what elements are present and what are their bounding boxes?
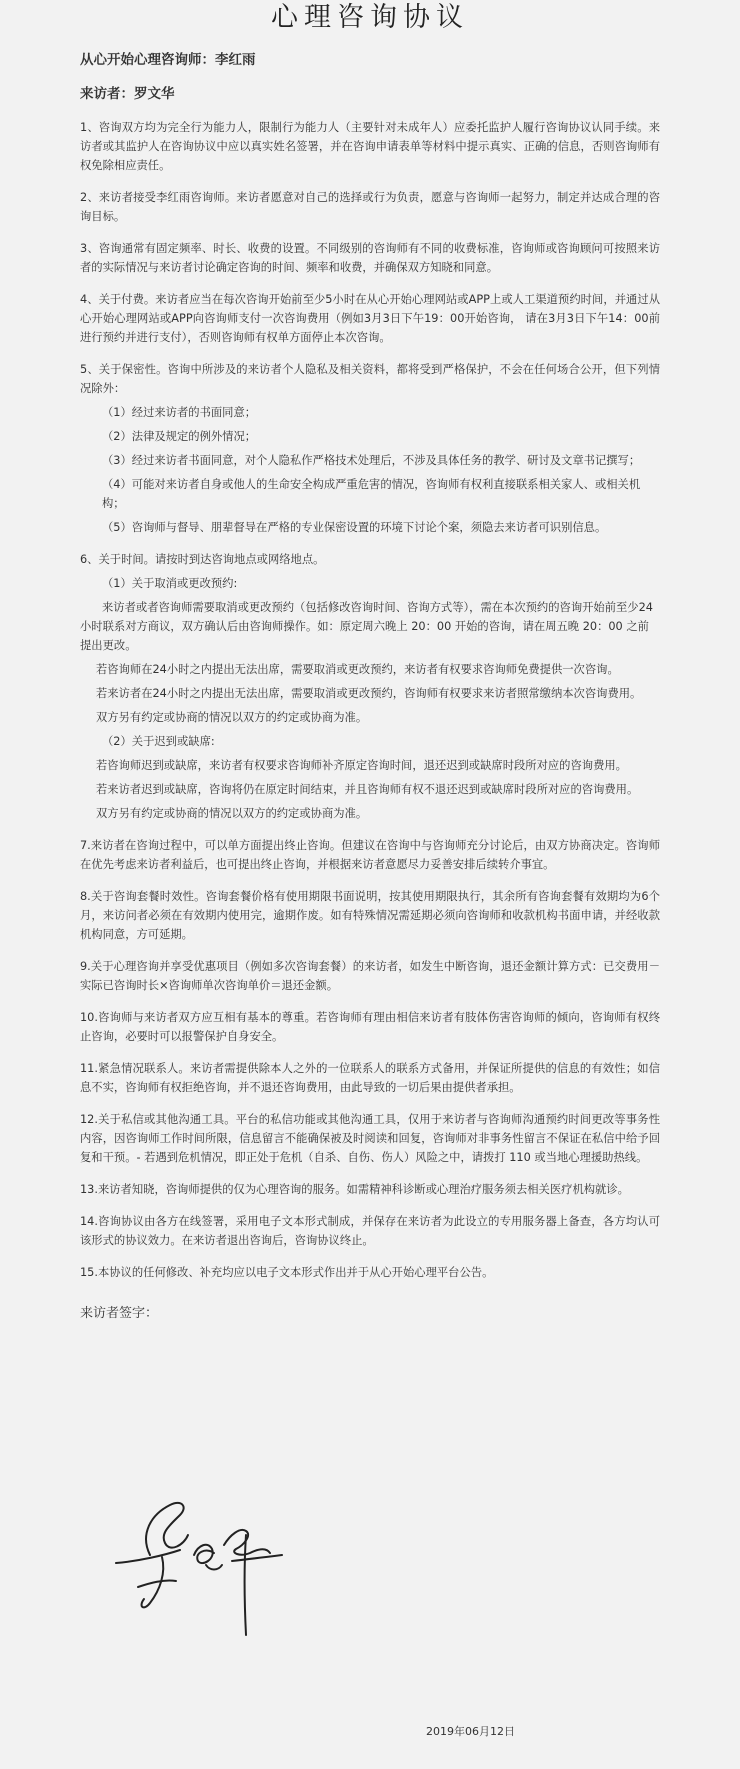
clause-6-title: 6、关于时间。请按时到达咨询地点或网络地点。 (80, 553, 325, 566)
clause-13: 13.来访者知晓，咨询师提供的仅为心理咨询的服务。如需精神科诊断或心理治疗服务须去相关医疗机构就诊。 (80, 1183, 629, 1196)
clause-6-sub1-line-1: 若咨询师在24小时之内提出无法出席，需要取消或更改预约，来访者有权要求咨询师免费提供一次咨询。 (96, 663, 619, 676)
clause-8: 8.关于咨询套餐时效性。咨询套餐价格有使用期限书面说明，按其使用期限执行，其余所有咨询套餐有效期均为6个月，来访问者必须在有效期内使用完，逾期作废。如有特殊情况需延期必须向咨询师和收款机构书面申请，并经收款机构同意，方可延期。 (80, 890, 660, 941)
signature-date: 2019年06月12日 (426, 1725, 515, 1738)
clause-6-sub2-line-1: 若咨询师迟到或缺席，来访者有权要求咨询师补齐原定咨询时间，退还迟到或缺席时段所对应的咨询费用。 (96, 759, 627, 772)
clause-1: 1、咨询双方均为完全行为能力人，限制行为能力人（主要针对未成年人）应委托监护人履行咨询协议认同手续。来访者或其监护人在咨询协议中应以真实姓名签署，并在咨询申请表单等材料中提示真实、正确的信息，否则咨询师有权免除相应责任。 (80, 121, 660, 172)
clause-6-sub1-line-3: 双方另有约定或协商的情况以双方的约定或协商为准。 (96, 711, 368, 724)
page-title: 心理咨询协议 (271, 2, 469, 33)
confidentiality-item-5: （5）咨询师与督导、朋辈督导在严格的专业保密设置的环境下讨论个案，须隐去来访者可识别信息。 (102, 521, 607, 534)
confidentiality-item-1: （1）经过来访者的书面同意； (102, 406, 257, 419)
clause-3: 3、咨询通常有固定频率、时长、收费的设置。不同级别的咨询师有不同的收费标准，咨询师或咨询顾问可按照来访者的实际情况与来访者讨论确定咨询的时间、频率和收费，并确保双方知晓和同意。 (80, 242, 660, 274)
client-line: 来访者：罗文华 (80, 86, 175, 102)
spacer (80, 542, 660, 550)
clause-6-sub1-title: （1）关于取消或更改预约: (102, 577, 238, 590)
clause-7: 7.来访者在咨询过程中，可以单方面提出终止咨询。但建议在咨询中与咨询师充分讨论后，由双方协商决定。咨询师在优先考虑来访者利益后，也可提出终止咨询，并根据来访者意愿尽力妥善安排后续转介事宜。 (80, 839, 660, 871)
clause-5: 5、关于保密性。咨询中所涉及的来访者个人隐私及相关资料，都将受到严格保护，不会在任何场合公开，但下列情况除外： (80, 363, 660, 395)
confidentiality-item-2: （2）法律及规定的例外情况； (102, 430, 257, 443)
clause-6-sub1-body: 来访者或者咨询师需要取消或更改预约（包括修改咨询时间、咨询方式等），需在本次预约的咨询开始前至少24小时联系对方商议，双方确认后由咨询师操作。如：原定周六晚上 20：00 开始的咨询，请在周五晚 20：00 之前提出更改。 (80, 601, 653, 652)
clause-15: 15.本协议的任何修改、补充均应以电子文本形式作出并于从心开始心理平台公告。 (80, 1266, 494, 1279)
confidentiality-item-4: （4）可能对来访者自身或他人的生命安全构成严重危害的情况，咨询师有权利直接联系相关家人、或相关机构； (102, 478, 641, 510)
clause-4: 4、关于付费。来访者应当在每次咨询开始前至少5小时在从心开始心理网站或APP上或人工渠道预约时间，并通过从心开始心理网站或APP向咨询师支付一次咨询费用（例如3月3日下午19：00开始咨询， 请在3月3日下午14：00前进行预约并进行支付），否则咨询师有权单方面停止本次咨询。 (80, 293, 660, 344)
clause-14: 14.咨询协议由各方在线签署，采用电子文本形式制成，并保存在来访者为此设立的专用服务器上备查，各方均认可该形式的协议效力。在来访者退出咨询后，咨询协议终止。 (80, 1215, 660, 1247)
clause-12: 12.关于私信或其他沟通工具。平台的私信功能或其他沟通工具，仅用于来访者与咨询师沟通预约时间更改等事务性内容，因咨询师工作时间所限，信息留言不能确保被及时阅读和回复，咨询师对非事务性留言不保证在私信中给予回复和干预。- 若遇到危机情况，即正处于危机（自杀、自伤、伤人）风险之中，请拨打 110 或当地心理援助热线。 (80, 1113, 660, 1164)
signature-label: 来访者签字： (80, 1306, 159, 1321)
clause-6-sub2-line-3: 双方另有约定或协商的情况以双方的约定或协商为准。 (96, 807, 368, 820)
clause-9: 9.关于心理咨询并享受优惠项目（例如多次咨询套餐）的来访者，如发生中断咨询，退还金额计算方式：已交费用－实际已咨询时长×咨询师单次咨询单价＝退还金额。 (80, 960, 660, 992)
clause-6-sub1-line-2: 若来访者在24小时之内提出无法出席，需要取消或更改预约，咨询师有权要求来访者照常缴纳本次咨询费用。 (96, 687, 642, 700)
spacer (80, 828, 660, 836)
clause-6-sub2-line-2: 若来访者迟到或缺席，咨询将仍在原定时间结束，并且咨询师有权不退还迟到或缺席时段所对应的咨询费用。 (96, 783, 639, 796)
clauses (80, 118, 660, 1282)
counselor-line: 从心开始心理咨询师：李红雨 (80, 52, 256, 68)
clause-6-sub2-title: （2）关于迟到或缺席: (102, 735, 215, 748)
clause-10: 10.咨询师与来访者双方应互相有基本的尊重。若咨询师有理由相信来访者有肢体伤害咨询师的倾向，咨询师有权终止咨询，必要时可以报警保护自身安全。 (80, 1011, 660, 1043)
clause-2: 2、来访者接受李红雨咨询师。来访者愿意对自己的选择或行为负责，愿意与咨询师一起努力，制定并达成合理的咨询目标。 (80, 191, 660, 223)
handwritten-signature (110, 1495, 290, 1645)
confidentiality-item-3: （3）经过来访者书面同意，对个人隐私作严格技术处理后，不涉及具体任务的教学、研讨及文章书记撰写； (102, 454, 641, 467)
clause-11: 11.紧急情况联系人。来访者需提供除本人之外的一位联系人的联系方式备用，并保证所提供的信息的有效性；如信息不实，咨询师有权拒绝咨询，并不退还咨询费用，由此导致的一切后果由提供者承担。 (80, 1062, 660, 1094)
